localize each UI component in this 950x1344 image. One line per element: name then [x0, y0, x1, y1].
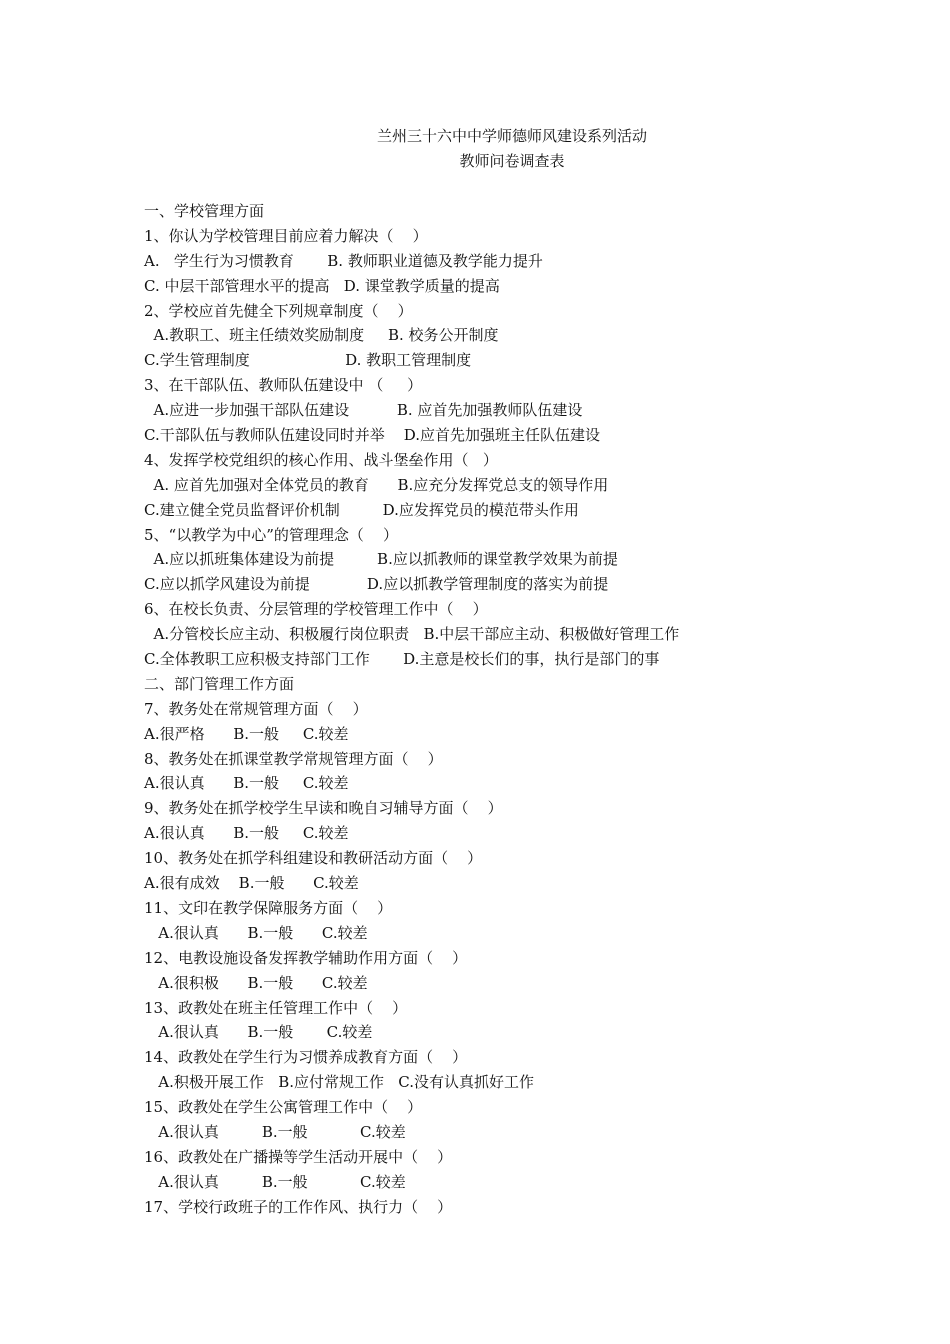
option-line: A. 学生行为习惯教育 B. 教师职业道德及教学能力提升	[144, 251, 543, 270]
option-line: A.很严格 B.一般 C.较差	[144, 724, 349, 743]
option-line: A.很认真 B.一般 C.较差	[144, 774, 349, 793]
question-line: 2、学校应首先健全下列规章制度（ ）	[144, 301, 413, 320]
option-line: A.分管校长应主动、积极履行岗位职责 B.中层干部应主动、积极做好管理工作	[144, 625, 680, 644]
question-line: 8、教务处在抓课堂教学常规管理方面（ ）	[144, 749, 443, 768]
option-line: A.应以抓班集体建设为前提 B.应以抓教师的课堂教学效果为前提	[144, 550, 618, 569]
section-heading: 二、部门管理工作方面	[144, 674, 295, 693]
option-line: C.全体教职工应积极支持部门工作 D.主意是校长们的事，执行是部门的事	[144, 650, 660, 669]
option-line: C.建立健全党员监督评价机制 D.应发挥党员的模范带头作用	[144, 500, 579, 519]
question-line: 15、政教处在学生公寓管理工作中（ ）	[144, 1098, 423, 1117]
question-line: 17、学校行政班子的工作作风、执行力（ ）	[144, 1197, 453, 1216]
question-line: 11、文印在教学保障服务方面（ ）	[144, 898, 393, 917]
questionnaire-body	[144, 199, 904, 1220]
option-line: A.很积极 B.一般 C.较差	[144, 973, 368, 992]
question-line: 9、教务处在抓学校学生早读和晚自习辅导方面（ ）	[144, 799, 503, 818]
option-line: C. 中层干部管理水平的提高 D. 课堂教学质量的提高	[144, 276, 500, 295]
document-title: 兰州三十六中中学师德师风建设系列活动	[376, 127, 647, 145]
option-line: C.干部队伍与教师队伍建设同时并举 D.应首先加强班主任队伍建设	[144, 426, 601, 445]
question-line: 14、政教处在学生行为习惯养成教育方面（ ）	[144, 1048, 468, 1067]
option-line: A.积极开展工作 B.应付常规工作 C.没有认真抓好工作	[144, 1073, 535, 1092]
document-subtitle: 教师问卷调查表	[459, 152, 565, 170]
option-line: A.教职工、班主任绩效奖励制度 B. 校务公开制度	[144, 326, 499, 345]
question-line: 10、教务处在抓学科组建设和教研活动方面（ ）	[144, 849, 483, 868]
option-line: A.很认真 B.一般 C.较差	[144, 1023, 373, 1042]
option-line: A.很认真 B.一般 C.较差	[144, 824, 349, 843]
question-line: 3、在干部队伍、教师队伍建设中 （ ）	[144, 376, 423, 395]
option-line: A. 应首先加强对全体党员的教育 B.应充分发挥党总支的领导作用	[144, 475, 609, 494]
option-line: A.很认真 B.一般 C.较差	[144, 1172, 406, 1191]
question-line: 16、政教处在广播操等学生活动开展中（ ）	[144, 1147, 453, 1166]
option-line: A.很有成效 B.一般 C.较差	[144, 874, 359, 893]
option-line: C.学生管理制度 D. 教职工管理制度	[144, 351, 472, 370]
option-line: A.很认真 B.一般 C.较差	[144, 923, 368, 942]
option-line: A.很认真 B.一般 C.较差	[144, 1122, 406, 1141]
question-line: 6、在校长负责、分层管理的学校管理工作中（ ）	[144, 600, 488, 619]
option-line: A.应进一步加强干部队伍建设 B. 应首先加强教师队伍建设	[144, 401, 583, 420]
section-heading: 一、学校管理方面	[144, 202, 265, 220]
question-line: 13、政教处在班主任管理工作中（ ）	[144, 998, 408, 1017]
question-line: 7、教务处在常规管理方面（ ）	[144, 699, 368, 718]
question-line: 5、“以教学为中心”的管理理念（ ）	[144, 525, 398, 544]
title-block	[0, 124, 950, 174]
question-line: 4、发挥学校党组织的核心作用、战斗堡垒作用（ ）	[144, 450, 498, 469]
option-line: C.应以抓学风建设为前提 D.应以抓教学管理制度的落实为前提	[144, 575, 609, 594]
question-line: 12、电教设施设备发挥教学辅助作用方面（ ）	[144, 948, 468, 967]
question-line: 1、你认为学校管理目前应着力解决（ ）	[144, 226, 428, 245]
